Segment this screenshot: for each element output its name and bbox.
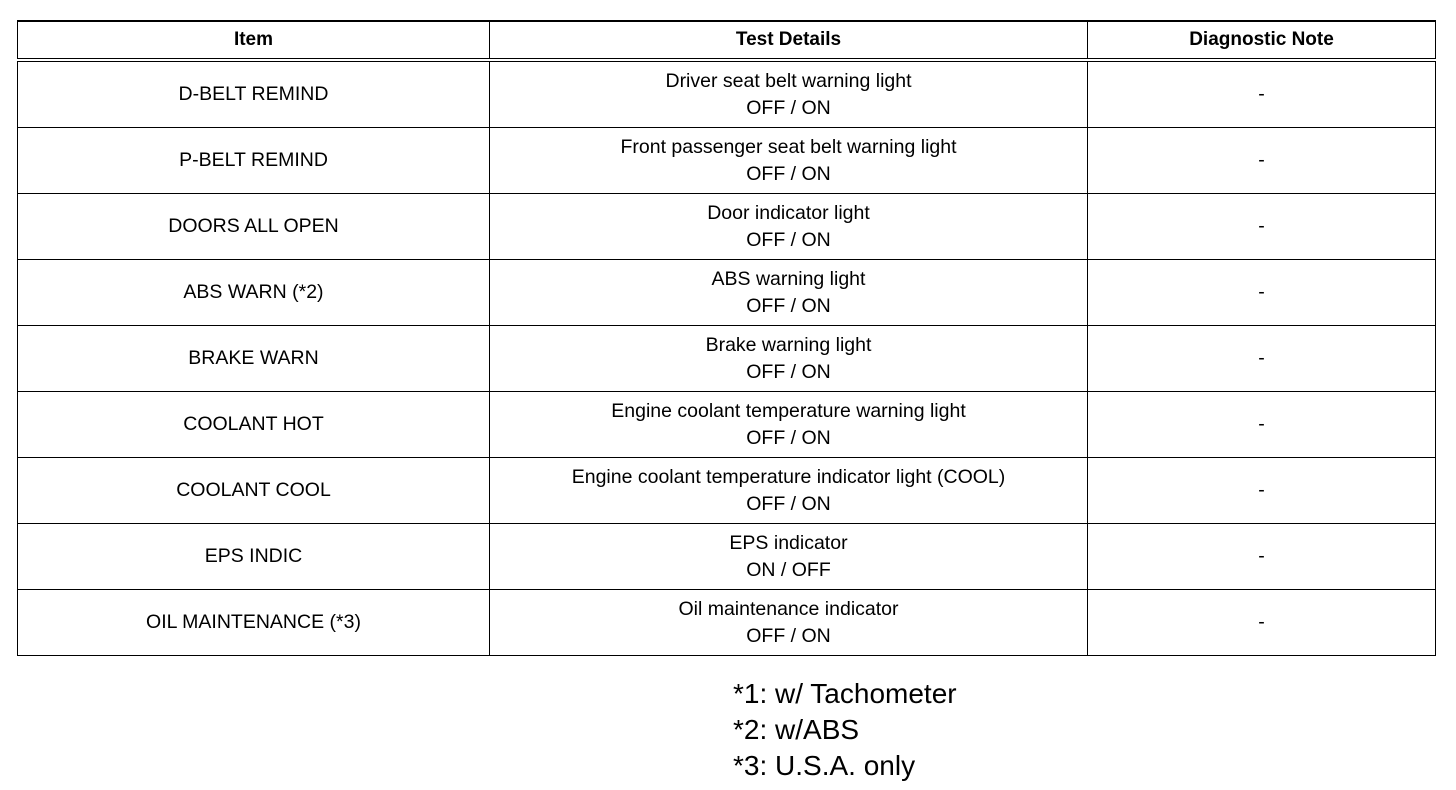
item-cell: P-BELT REMIND [18,128,490,194]
detail-text: Engine coolant temperature indicator light (COOL) [571,465,1006,488]
item-cell: OIL MAINTENANCE (*3) [18,590,490,656]
diagnostic-table [17,20,1436,656]
footnote-3: *3: U.S.A. only [733,750,916,781]
footnote-2: *2: w/ABS [733,714,860,745]
test-details-cell [490,194,1088,260]
test-details-cell [490,326,1088,392]
test-details-cell [490,128,1088,194]
test-details-cell [490,260,1088,326]
detail-text: Front passenger seat belt warning light [620,135,957,158]
header-item: Item [18,21,490,60]
diagnostic-note-cell: - [1088,392,1436,458]
diagnostic-note-cell: - [1088,524,1436,590]
table-row [18,60,1436,128]
test-details-cell [490,60,1088,128]
table-row [18,194,1436,260]
state-text: OFF / ON [746,294,831,317]
item-cell: BRAKE WARN [18,326,490,392]
table-row [18,128,1436,194]
detail-text: Driver seat belt warning light [665,69,912,92]
table-row [18,260,1436,326]
state-text: OFF / ON [746,96,831,119]
diagnostic-note-cell: - [1088,260,1436,326]
item-cell: EPS INDIC [18,524,490,590]
state-text: OFF / ON [746,426,831,449]
item-cell: D-BELT REMIND [18,60,490,128]
test-details-cell [490,590,1088,656]
header-diagnostic-note: Diagnostic Note [1088,21,1436,60]
table-row [18,392,1436,458]
diagnostic-table-container [17,20,1435,656]
test-details-cell [490,458,1088,524]
diagnostic-note-cell: - [1088,60,1436,128]
item-cell: COOLANT HOT [18,392,490,458]
header-test-details: Test Details [490,21,1088,60]
state-text: OFF / ON [746,624,831,647]
diagnostic-note-cell: - [1088,590,1436,656]
state-text: OFF / ON [746,492,831,515]
diagnostic-note-cell: - [1088,194,1436,260]
footnotes [733,676,957,784]
footnote-1: *1: w/ Tachometer [733,678,957,709]
detail-text: Oil maintenance indicator [678,597,899,620]
item-cell: ABS WARN (*2) [18,260,490,326]
diagnostic-note-cell: - [1088,128,1436,194]
detail-text: Brake warning light [705,333,872,356]
table-header-row [18,21,1436,60]
table-row [18,590,1436,656]
item-cell: DOORS ALL OPEN [18,194,490,260]
diagnostic-note-cell: - [1088,458,1436,524]
item-cell: COOLANT COOL [18,458,490,524]
detail-text: EPS indicator [729,531,848,554]
table-row [18,524,1436,590]
state-text: OFF / ON [746,360,831,383]
detail-text: Engine coolant temperature warning light [611,399,966,422]
state-text: OFF / ON [746,228,831,251]
state-text: ON / OFF [746,558,831,581]
detail-text: Door indicator light [707,201,870,224]
state-text: OFF / ON [746,162,831,185]
table-row [18,458,1436,524]
diagnostic-note-cell: - [1088,326,1436,392]
test-details-cell [490,392,1088,458]
test-details-cell [490,524,1088,590]
table-row [18,326,1436,392]
detail-text: ABS warning light [711,267,866,290]
